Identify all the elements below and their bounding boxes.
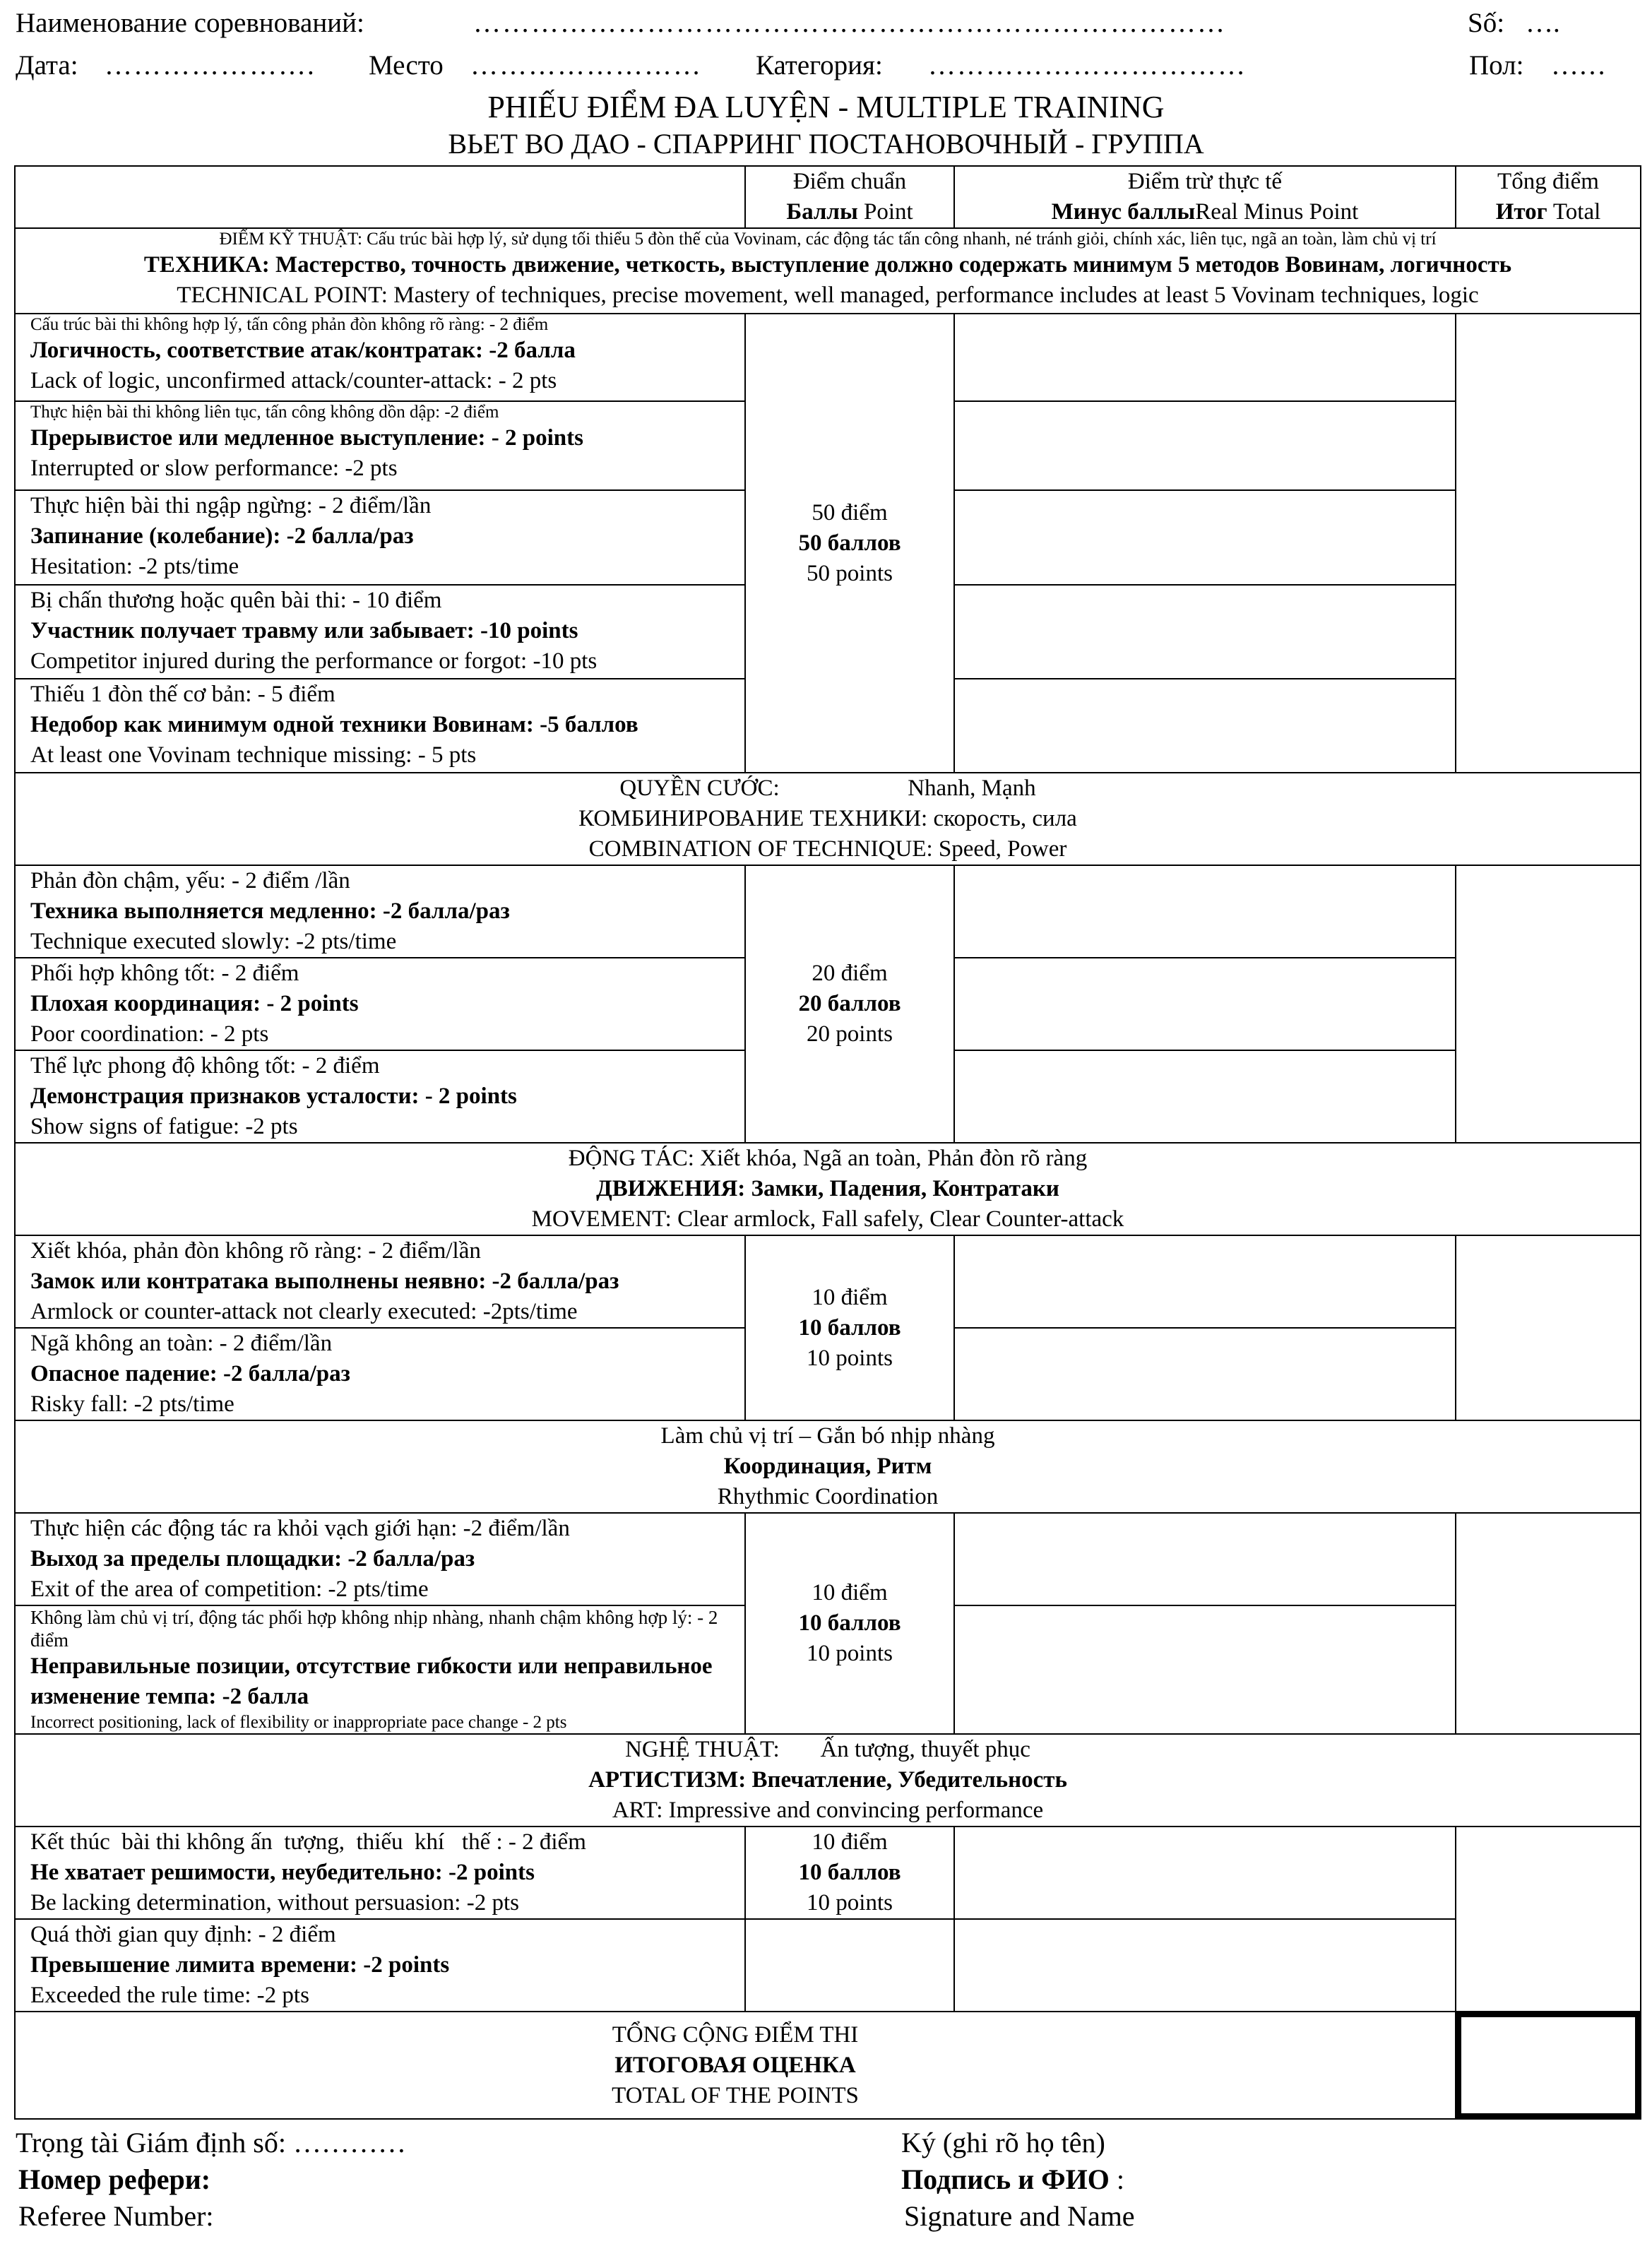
section-total-input[interactable] — [1456, 865, 1641, 1143]
section-heading-art — [15, 1734, 1641, 1827]
minus-point-input[interactable] — [954, 958, 1456, 1050]
points-en: 20 points — [807, 1021, 893, 1047]
coordination-heading-vi: Làm chủ vị trí – Gắn bó nhịp nhàng — [660, 1423, 995, 1449]
standard-point-cell — [745, 1235, 954, 1420]
grand-total-label — [15, 2012, 1456, 2119]
signature-label-en: Signature and Name — [904, 2200, 1135, 2232]
minus-point-input[interactable] — [954, 314, 1456, 401]
deduction-ru: Запинание (колебание): -2 балла/раз — [30, 523, 414, 549]
art-heading-en: ART: Impressive and convincing performance — [612, 1798, 1044, 1823]
deduction-en: Exceeded the rule time: -2 pts — [30, 1983, 309, 2008]
deduction-vi: Kết thúc bài thi không ấn tượng, thiếu khí thế : - 2 điểm — [30, 1829, 586, 1855]
points-ru: 10 баллов — [798, 1610, 901, 1636]
signature-label-ru: Подпись и ФИО — [901, 2163, 1110, 2195]
grand-total-ru: ИТОГОВАЯ ОЦЕНКА — [614, 2052, 856, 2078]
gender-field[interactable]: …… — [1551, 50, 1606, 81]
deduction-en: Hesitation: -2 pts/time — [30, 554, 239, 579]
deduction-en: Be lacking determination, without persuasion: -2 pts — [30, 1890, 519, 1916]
combination-heading-vi: QUYỀN CƯỚC: Nhanh, Mạnh — [619, 776, 1036, 801]
technical-heading-vi: ĐIỂM KỸ THUẬT: Cấu trúc bài hợp lý, sử dụng tối thiểu 5 đòn thế của Vovinam, các động tác tấn công nhanh, né tránh giỏi, chính xác, liên tục, ngã an toàn, làm chủ vị trí — [219, 230, 1437, 249]
place-field[interactable]: …………………… — [470, 50, 702, 81]
deduction-item — [15, 1235, 745, 1328]
deduction-item — [15, 401, 745, 490]
deduction-en: Technique executed slowly: -2 pts/time — [30, 929, 397, 954]
points-vi: 10 điểm — [812, 1284, 888, 1310]
deduction-ru: Выход за пределы площадки: -2 балла/раз — [30, 1546, 475, 1572]
deduction-item — [15, 490, 745, 585]
points-ru: 20 баллов — [798, 991, 901, 1016]
total-point-vi: Tổng điểm — [1497, 169, 1599, 194]
standard-point-blank — [745, 1919, 954, 2012]
points-en: 10 points — [807, 1345, 893, 1371]
date-label: Дата: — [16, 50, 78, 81]
sheet-title: PHIẾU ĐIỂM ĐA LUYỆN - MULTIPLE TRAINING — [487, 90, 1165, 124]
grand-total-box[interactable] — [1456, 2012, 1640, 2118]
deduction-en: Risky fall: -2 pts/time — [30, 1391, 234, 1417]
deduction-ru: Логичность, соответствие атак/контратак: -2 балла — [30, 338, 576, 363]
deduction-vi: Thực hiện bài thi ngập ngừng: - 2 điểm/lần — [30, 493, 432, 518]
minus-point-input[interactable] — [954, 679, 1456, 773]
standard-point-cell — [745, 1827, 954, 1919]
header-blank-cell — [15, 166, 745, 228]
competition-field[interactable]: …………………………………………………………………… — [473, 8, 1226, 38]
referee-label-ru: Номер рефери: — [18, 2163, 211, 2195]
signature-colon: : — [1116, 2163, 1124, 2195]
coordination-heading-ru: Координация, Ритм — [723, 1454, 932, 1479]
deduction-ru: Замок или контратака выполнены неявно: -2 балла/раз — [30, 1269, 619, 1294]
movement-heading-ru: ДВИЖЕНИЯ: Замки, Падения, Контратаки — [596, 1176, 1059, 1201]
table-row — [15, 865, 1641, 958]
movement-heading-vi: ĐỘNG TÁC: Xiết khóa, Ngã an toàn, Phản đòn rõ ràng — [568, 1146, 1088, 1171]
standard-point-ru: Баллы — [786, 199, 858, 225]
section-heading-technical — [15, 228, 1641, 314]
column-header-row — [15, 166, 1641, 228]
deduction-item — [15, 1328, 745, 1420]
minus-point-input[interactable] — [954, 490, 1456, 585]
competition-label: Наименование соревнований: — [16, 8, 364, 38]
referee-number-field[interactable]: ………… — [293, 2127, 406, 2158]
minus-point-en: Real Minus Point — [1195, 199, 1359, 225]
deduction-ru: Плохая координация: - 2 points — [30, 991, 359, 1016]
deduction-vi: Cấu trúc bài thi không hợp lý, tấn công phản đòn không rõ ràng: - 2 điểm — [30, 315, 549, 334]
number-field[interactable]: …. — [1526, 8, 1560, 38]
section-total-input[interactable] — [1456, 1513, 1641, 1734]
movement-heading-en: MOVEMENT: Clear armlock, Fall safely, Clear Counter-attack — [531, 1206, 1124, 1232]
minus-point-vi: Điểm trừ thực tế — [1127, 169, 1283, 194]
referee-label-vi: Trọng tài Giám định số: — [16, 2127, 286, 2158]
minus-point-input[interactable] — [954, 1605, 1456, 1734]
deduction-item — [15, 679, 745, 773]
minus-point-input[interactable] — [954, 1050, 1456, 1143]
total-point-header — [1456, 166, 1641, 228]
minus-point-input[interactable] — [954, 1328, 1456, 1420]
section-heading-movement — [15, 1143, 1641, 1235]
standard-point-en: Point — [863, 199, 913, 225]
grand-total-vi: TỔNG CỘNG ĐIỂM THI — [612, 2021, 859, 2048]
section-total-input[interactable] — [1456, 314, 1641, 773]
deduction-en: Lack of logic, unconfirmed attack/counter-attack: - 2 pts — [30, 368, 557, 393]
combination-heading-en: COMBINATION OF TECHNIQUE: Speed, Power — [588, 836, 1067, 862]
deduction-item — [15, 1605, 745, 1734]
deduction-item — [15, 314, 745, 401]
gender-label: Пол: — [1469, 50, 1524, 81]
section-heading-coordination — [15, 1420, 1641, 1513]
deduction-en: Interrupted or slow performance: -2 pts — [30, 456, 398, 481]
deduction-en: Incorrect positioning, lack of flexibility or inappropriate pace change - 2 pts — [30, 1713, 567, 1732]
deduction-ru: Недобор как минимум одной техники Вовинам: -5 баллов — [30, 712, 638, 737]
table-row — [15, 1513, 1641, 1605]
grand-total-row — [15, 2012, 1641, 2119]
deduction-vi: Thực hiện bài thi không liên tục, tấn công không dồn dập: -2 điểm — [30, 403, 499, 422]
grand-total-cell — [1456, 2012, 1641, 2119]
art-heading-ru: АРТИСТИЗМ: Впечатление, Убедительность — [588, 1767, 1067, 1793]
grand-total-en: TOTAL OF THE POINTS — [612, 2082, 859, 2108]
signature-label-vi: Ký (ghi rõ họ tên) — [901, 2127, 1105, 2158]
deduction-item — [15, 1827, 745, 1919]
deduction-ru: Прерывистое или медленное выступление: - 2 points — [30, 425, 583, 451]
deduction-ru: Превышение лимита времени: -2 points — [30, 1952, 450, 1978]
points-vi: 20 điểm — [812, 961, 888, 986]
coordination-heading-en: Rhythmic Coordination — [717, 1484, 939, 1509]
deduction-vi: Thực hiện các động tác ra khỏi vạch giới hạn: -2 điểm/lần — [30, 1516, 570, 1541]
deduction-vi: Phối hợp không tốt: - 2 điểm — [30, 961, 299, 986]
deduction-en: Poor coordination: - 2 pts — [30, 1021, 269, 1047]
deduction-item — [15, 1050, 745, 1143]
deduction-ru: Опасное падение: -2 балла/раз — [30, 1361, 350, 1386]
points-en: 10 points — [807, 1890, 893, 1916]
deduction-ru: Неправильные позиции, отсутствие гибкости или неправильное изменение темпа: -2 балла — [30, 1653, 713, 1709]
points-vi: 10 điểm — [812, 1580, 888, 1605]
coordination-heading-cell — [15, 1420, 1641, 1513]
points-ru: 10 баллов — [798, 1860, 901, 1885]
points-ru: 50 баллов — [798, 530, 901, 556]
section-heading-combination — [15, 773, 1641, 865]
place-label: Место — [369, 50, 444, 81]
deduction-vi: Thể lực phong độ không tốt: - 2 điểm — [30, 1053, 380, 1079]
points-en: 10 points — [807, 1641, 893, 1666]
deduction-vi: Ngã không an toàn: - 2 điểm/lần — [30, 1331, 333, 1356]
deduction-ru: Техника выполняется медленно: -2 балла/раз — [30, 898, 510, 924]
deduction-vi: Không làm chủ vị trí, động tác phối hợp không nhịp nhàng, nhanh chậm không hợp lý: - 2 điểm — [30, 1607, 718, 1651]
deduction-en: Armlock or counter-attack not clearly executed: -2pts/time — [30, 1299, 578, 1324]
total-point-ru: Итог — [1495, 199, 1547, 225]
minus-point-input[interactable] — [954, 585, 1456, 679]
deduction-vi: Phản đòn chậm, yếu: - 2 điểm /lần — [30, 868, 350, 893]
number-label: Số: — [1468, 8, 1505, 38]
minus-point-input[interactable] — [954, 1827, 1456, 1919]
points-ru: 10 баллов — [798, 1314, 901, 1341]
art-heading-cell — [15, 1734, 1641, 1827]
deduction-ru: Демонстрация признаков усталости: - 2 points — [30, 1083, 517, 1109]
table-row — [15, 1827, 1641, 1919]
deduction-vi: Bị chấn thương hoặc quên bài thi: - 10 điểm — [30, 588, 442, 613]
minus-point-input[interactable] — [954, 1919, 1456, 2012]
standard-point-cell — [745, 865, 954, 1143]
table-row — [15, 1235, 1641, 1328]
deduction-vi: Xiết khóa, phản đòn không rõ ràng: - 2 điểm/lần — [30, 1238, 481, 1264]
deduction-en: Exit of the area of competition: -2 pts/time — [30, 1576, 429, 1602]
standard-point-vi: Điểm chuẩn — [792, 169, 907, 194]
art-heading-vi: NGHỆ THUẬT: Ấn tượng, thuyết phục — [625, 1737, 1030, 1762]
standard-point-header — [745, 166, 954, 228]
minus-point-input[interactable] — [954, 865, 1456, 958]
deduction-item — [15, 1513, 745, 1605]
technical-heading-en: TECHNICAL POINT: Mastery of techniques, precise movement, well managed, performance includes at least 5 Vovinam techniques, logic — [177, 283, 1479, 308]
combination-heading-cell — [15, 773, 1641, 865]
deduction-en: Show signs of fatigue: -2 pts — [30, 1114, 298, 1139]
deduction-vi: Thiếu 1 đòn thế cơ bản: - 5 điểm — [30, 682, 335, 707]
signature-ru-line — [901, 2161, 1124, 2198]
score-table — [14, 165, 1641, 2120]
date-field[interactable]: …………………. — [105, 50, 316, 81]
table-row — [15, 314, 1641, 401]
deduction-ru: Не хватает решимости, неубедительно: -2 points — [30, 1860, 535, 1885]
technical-heading-ru: ТЕХНИКА: Мастерство, точность движение, четкость, выступление должно содержать минимум 5 методов Вовинам, логичность — [143, 252, 1512, 278]
points-en: 50 points — [807, 560, 893, 586]
deduction-item — [15, 1919, 745, 2012]
section-total-input[interactable] — [1456, 1235, 1641, 1420]
referee-vi-line — [16, 2125, 406, 2161]
technical-heading-cell — [15, 228, 1641, 314]
combination-heading-ru: КОМБИНИРОВАНИЕ ТЕХНИКИ: скорость, сила — [578, 806, 1077, 831]
movement-heading-cell — [15, 1143, 1641, 1235]
section-total-input[interactable] — [1456, 1827, 1641, 2012]
deduction-en: At least one Vovinam technique missing: - 5 pts — [30, 742, 477, 768]
points-vi: 50 điểm — [812, 499, 888, 525]
points-vi: 10 điểm — [812, 1829, 888, 1855]
total-point-en: Total — [1552, 199, 1601, 225]
deduction-item — [15, 958, 745, 1050]
header-line-2 — [16, 48, 1636, 83]
minus-point-header — [954, 166, 1456, 228]
minus-point-input[interactable] — [954, 1513, 1456, 1605]
table-row — [15, 1919, 1641, 2012]
standard-point-cell — [745, 314, 954, 773]
category-label: Категория: — [756, 50, 883, 81]
minus-point-input[interactable] — [954, 401, 1456, 490]
sheet-subtitle: ВЬЕТ ВО ДАО - СПАРРИНГ ПОСТАНОВОЧНЫЙ - ГРУППА — [448, 128, 1204, 160]
category-field[interactable]: …………………………… — [928, 50, 1247, 81]
referee-label-en: Referee Number: — [18, 2200, 214, 2232]
deduction-item — [15, 585, 745, 679]
standard-point-cell — [745, 1513, 954, 1734]
deduction-vi: Quá thời gian quy định: - 2 điểm — [30, 1922, 336, 1947]
header-line-1 — [16, 6, 1636, 41]
deduction-en: Competitor injured during the performance or forgot: -10 pts — [30, 648, 598, 674]
minus-point-input[interactable] — [954, 1235, 1456, 1328]
minus-point-ru: Минус баллы — [1051, 199, 1196, 225]
deduction-item — [15, 865, 745, 958]
deduction-ru: Участник получает травму или забывает: -10 points — [30, 618, 578, 643]
